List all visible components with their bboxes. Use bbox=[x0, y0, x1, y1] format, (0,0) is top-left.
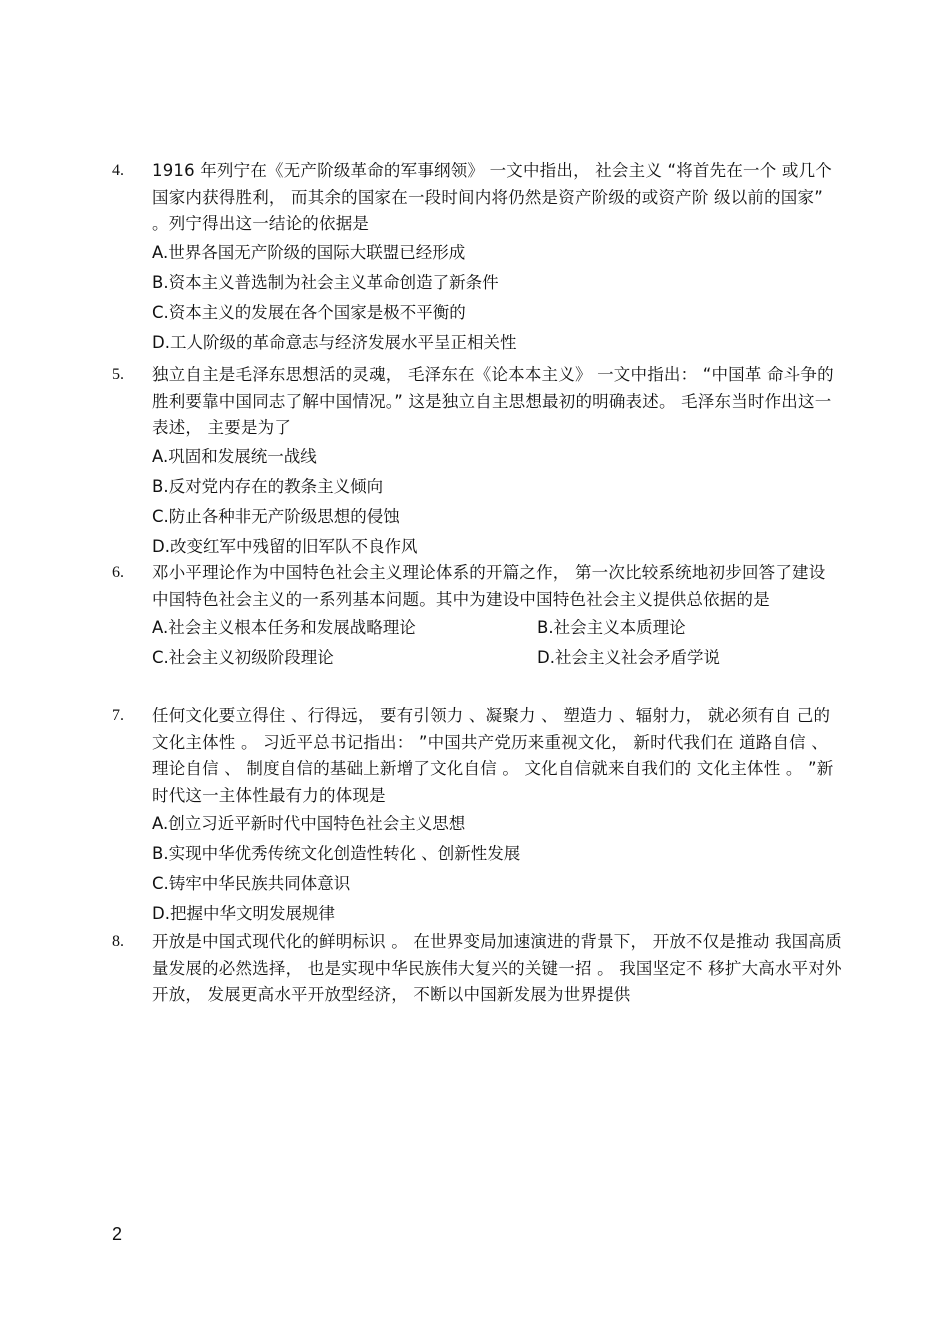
option-d: D.改变红军中残留的旧军队不良作风 bbox=[152, 536, 418, 556]
option-c: C.防止各种非无产阶级思想的侵蚀 bbox=[152, 506, 400, 526]
question-8 bbox=[112, 929, 842, 1009]
option-row bbox=[152, 643, 842, 673]
question-stem: 开放是中国式现代化的鲜明标识 。 在世界变局加速演进的背景下， 开放不仅是推动 我国高质量发展的必然选择， 也是实现中华民族伟大复兴的关键一招 。 我国坚定不 移扩大高水平对外开放， 发展更高水平开放型经济， 不断以中国新发展为世界提供 bbox=[152, 932, 842, 1004]
option-b: B.实现中华优秀传统文化创造性转化 、创新性发展 bbox=[152, 844, 521, 863]
question-number: 4. bbox=[112, 162, 124, 179]
option-c: C.社会主义初级阶段理论 bbox=[152, 648, 334, 667]
option-a: A.巩固和发展统一战线 bbox=[152, 446, 317, 466]
option-a: A.创立习近平新时代中国特色社会主义思想 bbox=[152, 814, 466, 833]
question-6 bbox=[112, 560, 842, 673]
option-c: C.铸牢中华民族共同体意识 bbox=[152, 874, 351, 893]
option-c: C.资本主义的发展在各个国家是极不平衡的 bbox=[152, 302, 466, 322]
option-b: B.反对党内存在的教条主义倾向 bbox=[152, 476, 384, 496]
question-number: 7. bbox=[112, 707, 124, 724]
question-number: 5. bbox=[112, 366, 124, 383]
option-b: B.资本主义普选制为社会主义革命创造了新条件 bbox=[152, 272, 499, 292]
question-7 bbox=[112, 703, 842, 929]
question-4 bbox=[112, 158, 842, 358]
question-stem: 1916 年列宁在《无产阶级革命的军事纲领》 一文中指出， 社会主义 “将首先在一个 或几个国家内获得胜利， 而其余的国家在一段时间内将仍然是资产阶级的或资产阶 级以前的国家” 。列宁得出这一结论的依据是 bbox=[152, 161, 832, 233]
page-number: 2 bbox=[112, 1224, 123, 1244]
question-number: 6. bbox=[112, 564, 124, 581]
option-d: D.把握中华文明发展规律 bbox=[152, 904, 335, 923]
question-5 bbox=[112, 362, 842, 562]
option-b: B.社会主义本质理论 bbox=[537, 618, 686, 637]
option-d: D.社会主义社会矛盾学说 bbox=[537, 648, 720, 667]
question-stem: 任何文化要立得住 、行得远， 要有引领力 、凝聚力 、 塑造力 、辐射力， 就必须有自 己的文化主体性 。 习近平总书记指出： ”中国共产党历来重视文化， 新时代我们在 道路自信 、理论自信 、 制度自信的基础上新增了文化自信 。 文化自信就来自我们的 文化主体性 。 ”新时代这一主体性最有力的体现是 bbox=[152, 706, 834, 805]
option-a: A.社会主义根本任务和发展战略理论 bbox=[152, 618, 416, 637]
question-stem: 独立自主是毛泽东思想活的灵魂， 毛泽东在《论本本主义》 一文中指出： “中国革 命斗争的胜利要靠中国同志了解中国情况。” 这是独立自主思想最初的明确表述。 毛泽东当时作出这一表述， 主要是为了 bbox=[152, 365, 834, 437]
option-d: D.工人阶级的革命意志与经济发展水平呈正相关性 bbox=[152, 332, 517, 352]
option-a: A.世界各国无产阶级的国际大联盟已经形成 bbox=[152, 242, 466, 262]
option-row bbox=[152, 613, 842, 643]
question-stem: 邓小平理论作为中国特色社会主义理论体系的开篇之作， 第一次比较系统地初步回答了建设中国特色社会主义的一系列基本问题。其中为建设中国特色社会主义提供总依据的是 bbox=[152, 563, 826, 609]
question-number: 8. bbox=[112, 933, 124, 950]
